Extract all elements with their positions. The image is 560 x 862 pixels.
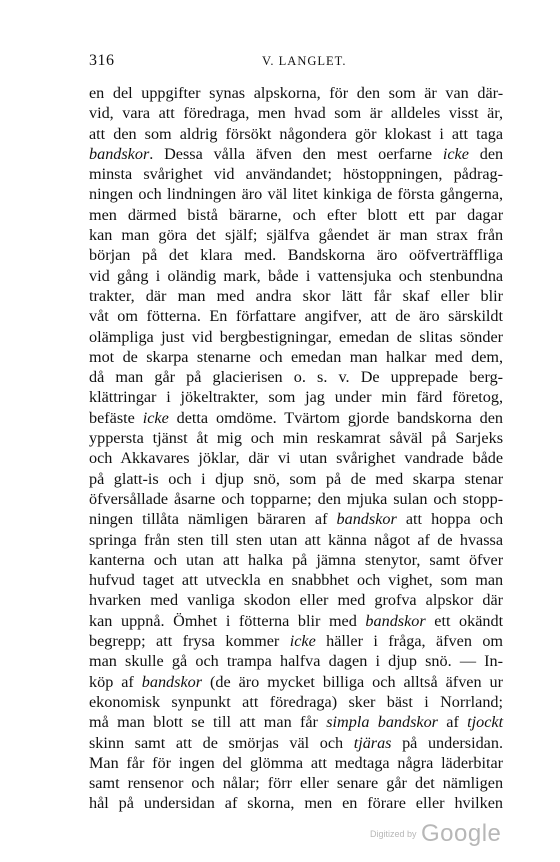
text-line: vid gång i oländig mark, både i vattensjuka och stenbundna: [89, 266, 504, 285]
text-line: hvarken med vanliga skodon eller med grofva alpskor där: [89, 591, 504, 610]
text-line: då man går på glacierisen o. s. v. De upprepade berg-: [89, 368, 504, 387]
text-line: samt rensenor och nålar; förr eller senare går det nämligen: [89, 774, 504, 793]
text-line: befäste icke detta omdöme. Tvärtom gjorde bandskorna den: [89, 408, 504, 427]
italic-word: simpla: [326, 713, 370, 732]
text-line: bandskor. Dessa vålla äfven den mest oerfarne icke den: [89, 144, 504, 163]
italic-word: icke: [142, 408, 169, 427]
text-line: mot de skarpa stenarne och emedan man halkar med dem,: [89, 347, 504, 366]
text-line: vid, vara att föredraga, men hvad som är alldeles visst är,: [89, 104, 504, 123]
watermark-prefix: Digitized by: [370, 829, 417, 839]
text-line: Man får för ingen del glömma att medtaga några läderbitar: [89, 753, 504, 772]
google-logo-icon: Google: [420, 820, 502, 847]
google-watermark: [370, 820, 501, 848]
text-line: ningen tillåta nämligen bäraren af bandskor att hoppa och: [89, 510, 504, 529]
italic-word: icke: [289, 632, 316, 651]
text-line: yppersta tjänst åt mig och min reskamrat såväl på Sarjeks: [89, 429, 503, 448]
text-line: början på det klara med. Bandskorna äro oöfverträffliga: [89, 246, 504, 265]
text-line: och Akkavares jöklar, där vi utan svårighet vandrade både: [89, 449, 504, 468]
italic-word: icke: [442, 144, 469, 163]
text-line: springa från sten till sten utan att känna något af de hvassa: [89, 530, 504, 549]
page-header: [89, 52, 500, 72]
running-head: V. LANGLET.: [262, 54, 347, 68]
text-line: kan man göra det själf; själfva gåendet är man strax från: [89, 226, 504, 245]
italic-word: tjockt: [467, 713, 504, 732]
text-line: ekonomisk synpunkt att föredraga) sker bäst i Norrland;: [89, 692, 504, 711]
text-line: må man blott se till att man får simpla bandskor af tjockt: [89, 713, 504, 732]
text-line: skinn samt att de smörjas väl och tjäras på undersidan.: [89, 733, 504, 752]
italic-word: bandskor: [336, 510, 397, 529]
text-line: öfversållade åsarne och topparne; den mjuka sulan och stopp-: [89, 489, 504, 508]
text-line: kan uppnå. Ömhet i fötterna blir med bandskor ett okändt: [89, 611, 504, 630]
text-line: köp af bandskor (de äro mycket billiga och alltså äfven ur: [89, 672, 504, 691]
text-line: minsta svårighet vid användandet; höstoppningen, pådrag-: [89, 165, 504, 184]
text-line: på glatt-is och i djup snö, som på de med skarpa stenar: [89, 469, 504, 488]
body-text: [89, 83, 503, 814]
text-line: trakter, där man med andra skor lätt får skaf eller blir: [89, 286, 504, 305]
text-line: att den som aldrig försökt någondera gör klokast i att taga: [89, 124, 504, 143]
text-line: hål på undersidan af skorna, men en förare eller hvilken: [89, 794, 504, 813]
text-line: begrepp; att frysa kommer icke häller i fråga, äfven om: [89, 632, 504, 651]
text-line: hufvud taget att utveckla en snabbhet och vighet, som man: [89, 571, 504, 590]
italic-word: bandskor: [377, 713, 438, 732]
italic-word: bandskor: [89, 144, 150, 163]
text-line: kanterna och utan att halka på jämna stenytor, samt öfver: [89, 550, 504, 569]
text-line: man skulle gå och trampa halfva dagen i djup snö. — In-: [89, 652, 504, 671]
text-line: en del uppgifter synas alpskorna, för den som är van där-: [89, 84, 504, 102]
text-line: ningen och lindningen äro väl litet kinkiga de första gångerna,: [89, 185, 504, 204]
italic-word: bandskor: [141, 672, 203, 691]
text-line: klättringar i jökeltrakter, som jag under min färd företog,: [89, 388, 503, 407]
italic-word: bandskor: [365, 611, 426, 630]
text-line: våt om fötterna. En författare angifver, att de äro särskildt: [89, 307, 504, 326]
italic-word: tjäras: [353, 733, 392, 752]
page-number: 316: [89, 52, 115, 69]
text-line: men därmed bistå bärarne, och efter blott ett par dagar: [89, 205, 504, 224]
text-line: olämpliga just vid bergbestigningar, emedan de slitas sönder: [89, 327, 504, 346]
